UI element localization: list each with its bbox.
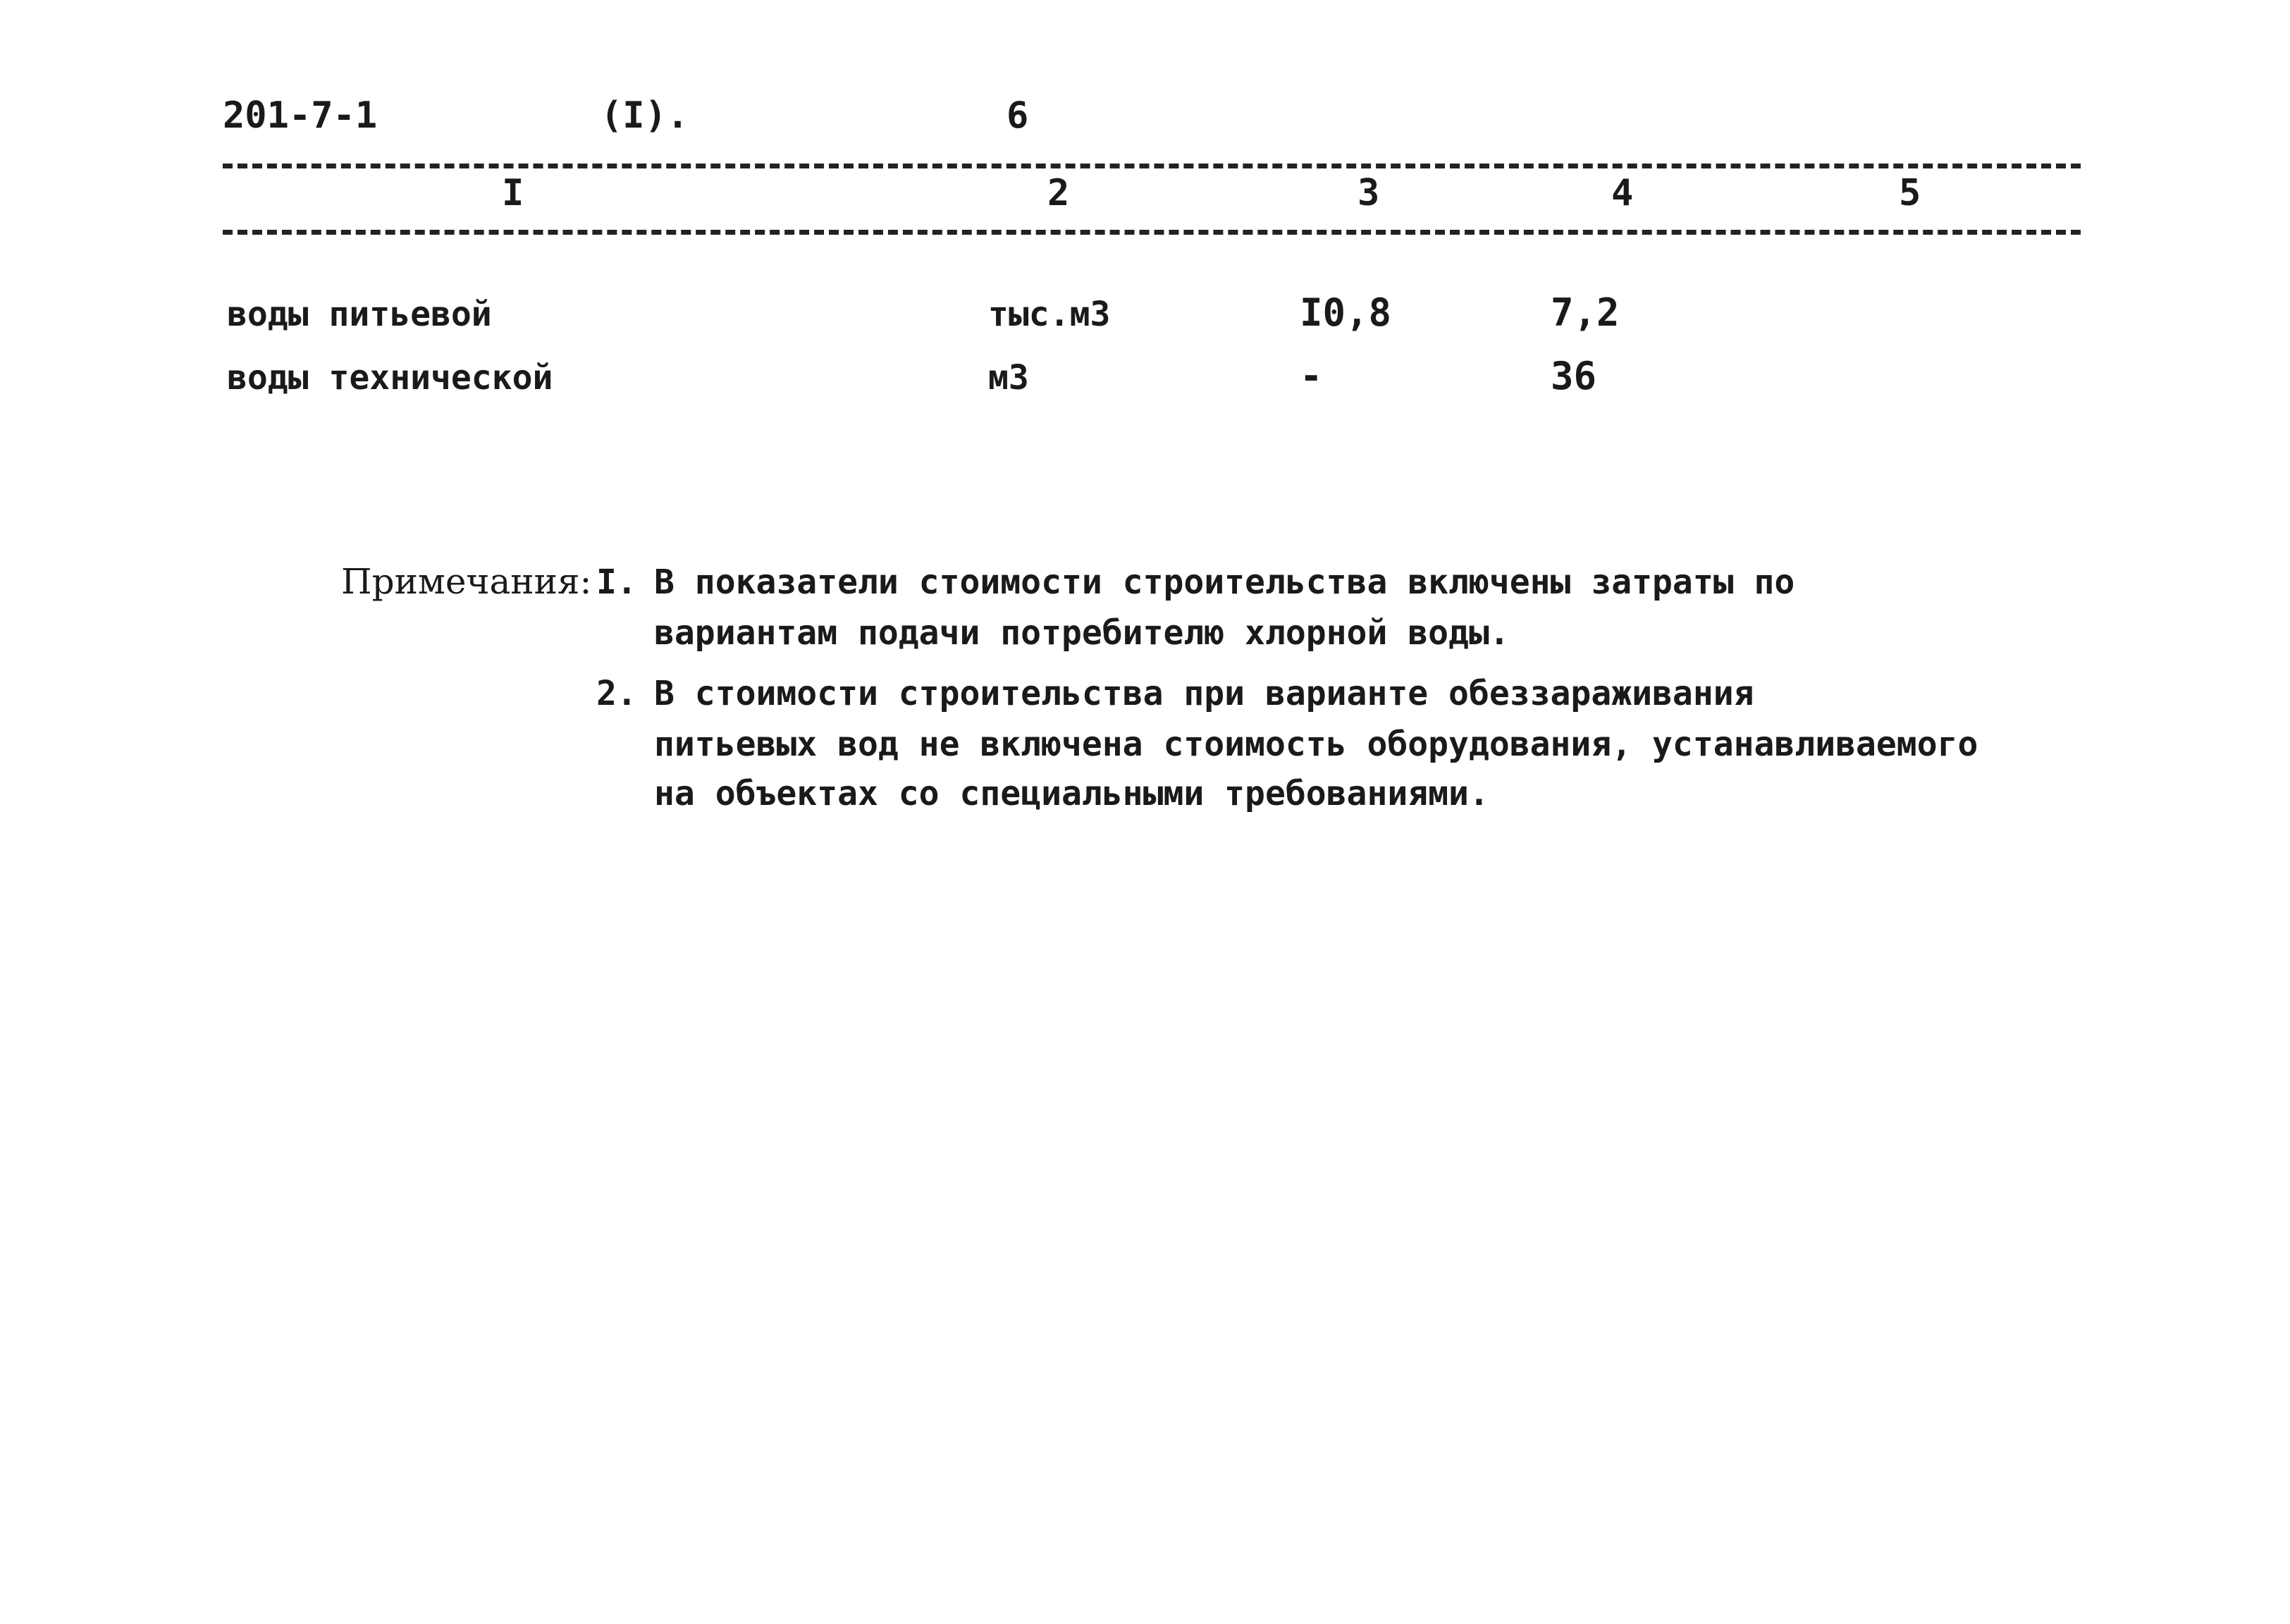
table-header-bottom-rule [223, 230, 2081, 235]
table-row-2-col3: - [1300, 354, 1323, 398]
column-header-5: 5 [1899, 172, 1921, 214]
table-row-1-unit: тыс.м3 [988, 295, 1111, 334]
table-row-1-col4: 7,2 [1551, 290, 1620, 335]
page-number: 6 [1007, 94, 1029, 137]
note-2-line-2: питьевых вод не включена стоимость оборудования, устанавливаемого [654, 725, 1978, 764]
table-row-1-col3: I0,8 [1300, 290, 1392, 335]
column-header-4: 4 [1611, 172, 1634, 214]
issue-number: (I). [601, 94, 689, 137]
document-code: 201-7-1 [223, 94, 378, 137]
table-row-2-unit: м3 [988, 358, 1029, 398]
notes-label: Примечания: [341, 561, 592, 602]
note-1-number: I. [596, 562, 637, 602]
column-header-1: I [502, 172, 524, 214]
note-1-line-1: В показатели стоимости строительства включены затраты по [654, 562, 1795, 602]
table-row-1-name: воды питьевой [227, 295, 492, 334]
note-2-line-3: на объектах со специальными требованиями. [654, 774, 1489, 813]
column-header-2: 2 [1047, 172, 1070, 214]
note-1-line-2: вариантам подачи потребителю хлорной воды. [654, 613, 1510, 653]
table-row-2-name: воды технической [227, 358, 553, 398]
table-top-rule [223, 164, 2081, 168]
table-row-2-col4: 36 [1551, 354, 1597, 398]
note-2-number: 2. [596, 674, 637, 713]
column-header-3: 3 [1358, 172, 1380, 214]
note-2-line-1: В стоимости строительства при варианте обеззараживания [654, 674, 1754, 713]
